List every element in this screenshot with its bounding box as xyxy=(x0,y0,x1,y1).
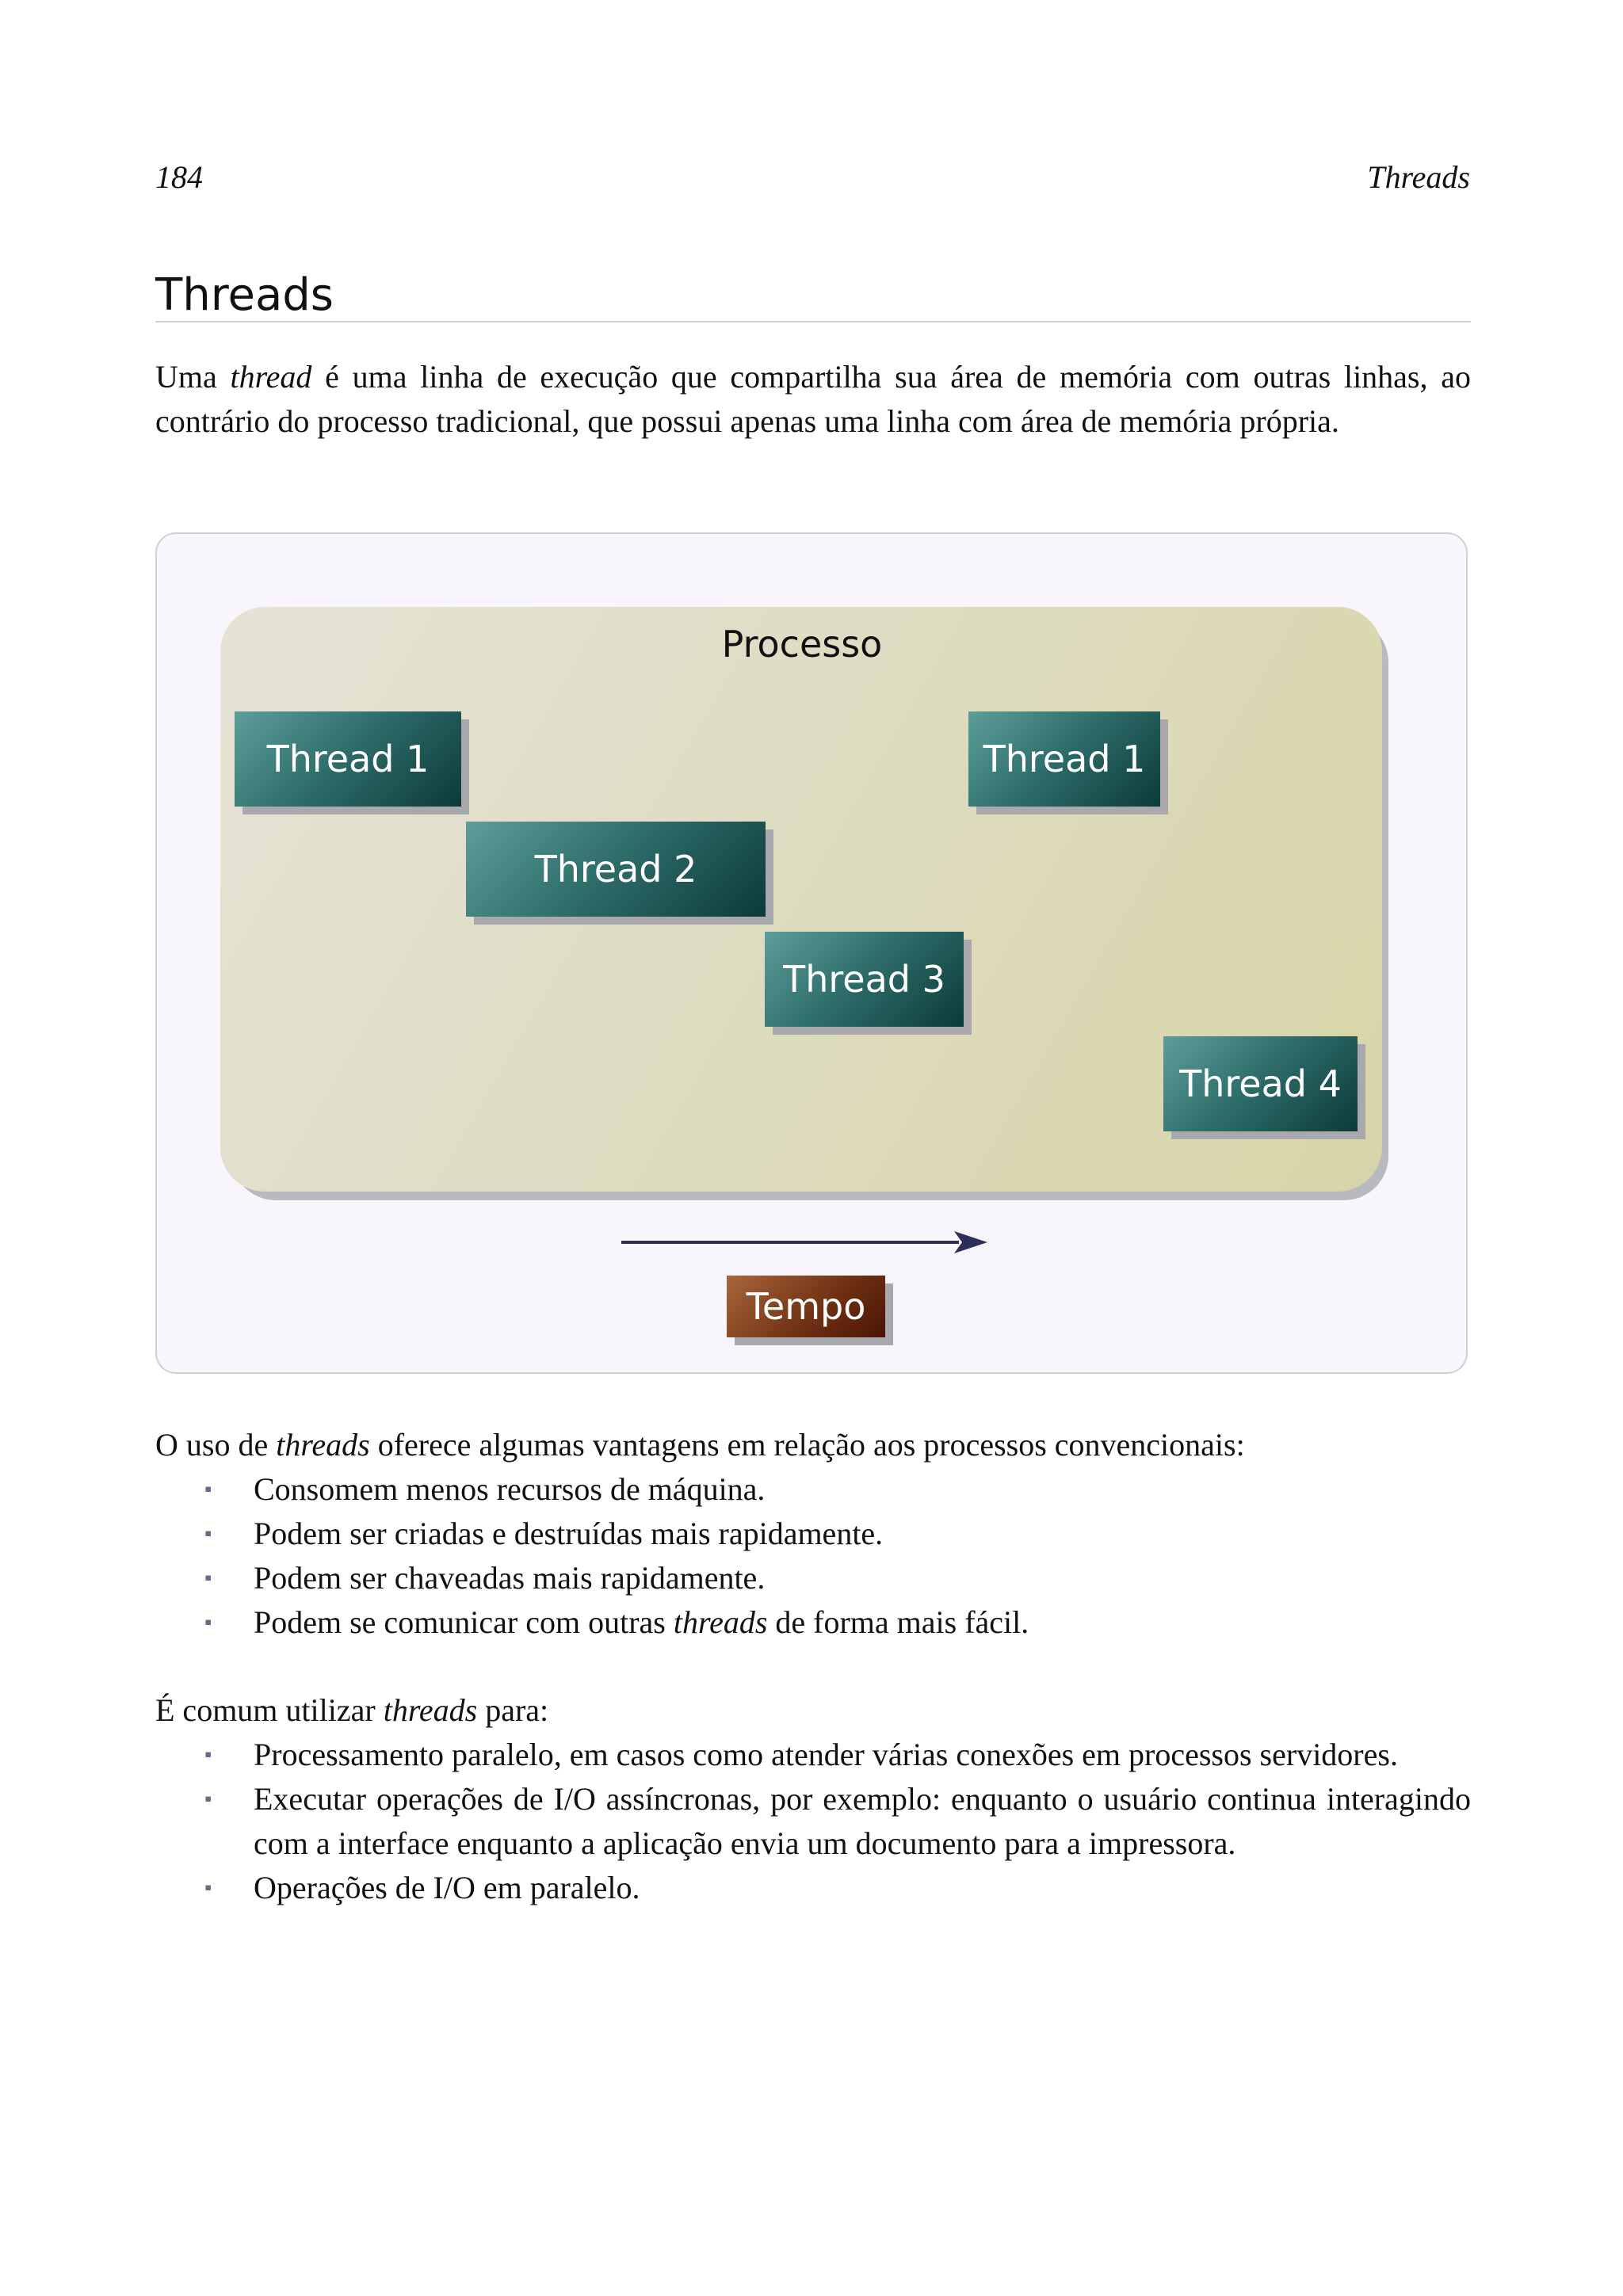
thread-box-1b: Thread 1 xyxy=(968,711,1160,807)
list-item-text-start: Podem se comunicar com outras xyxy=(254,1604,674,1640)
thread-box-3: Thread 3 xyxy=(765,932,964,1027)
uses-text-end: para: xyxy=(477,1692,549,1728)
bullet-icon: ▪ xyxy=(204,1787,212,1810)
bullet-icon: ▪ xyxy=(204,1478,212,1501)
list-item-text: Operações de I/O em paralelo. xyxy=(254,1870,640,1905)
time-label: Tempo xyxy=(727,1276,885,1337)
time-arrow-icon xyxy=(618,1226,991,1258)
intro-text-start: Uma xyxy=(155,359,231,395)
intro-term: thread xyxy=(230,359,312,395)
intro-paragraph xyxy=(155,355,1471,444)
process-label: Processo xyxy=(721,623,883,666)
bullet-icon: ▪ xyxy=(204,1522,212,1545)
uses-intro xyxy=(155,1688,1471,1733)
list-item xyxy=(155,1866,1471,1910)
list-item xyxy=(155,1556,1471,1600)
thread-box-2: Thread 2 xyxy=(466,822,766,917)
list-item xyxy=(155,1512,1471,1556)
list-item-term: threads xyxy=(673,1604,768,1640)
running-header: Threads xyxy=(1367,159,1470,195)
uses-list xyxy=(155,1733,1471,1910)
advantages-list xyxy=(155,1467,1471,1645)
list-item-text: Consomem menos recursos de máquina. xyxy=(254,1471,766,1507)
section-title: Threads xyxy=(155,269,334,321)
thread-box-1a: Thread 1 xyxy=(235,711,461,807)
list-item-text: Processamento paralelo, em casos como atender várias conexões em processos servidores. xyxy=(254,1737,1398,1772)
bullet-icon: ▪ xyxy=(204,1876,212,1899)
list-item-text: Podem ser chaveadas mais rapidamente. xyxy=(254,1560,766,1596)
advantages-text-start: O uso de xyxy=(155,1427,277,1463)
list-item-text: Podem ser criadas e destruídas mais rapidamente. xyxy=(254,1516,884,1551)
page-number: 184 xyxy=(155,159,203,195)
list-item xyxy=(155,1777,1471,1866)
advantages-intro xyxy=(155,1423,1471,1467)
uses-term: threads xyxy=(383,1692,478,1728)
bullet-icon: ▪ xyxy=(204,1743,212,1766)
advantages-text-end: oferece algumas vantagens em relação aos processos convencionais: xyxy=(369,1427,1245,1463)
advantages-term: threads xyxy=(276,1427,370,1463)
list-item xyxy=(155,1467,1471,1512)
bullet-icon: ▪ xyxy=(204,1566,212,1589)
bullet-icon: ▪ xyxy=(204,1611,212,1634)
thread-box-4: Thread 4 xyxy=(1163,1036,1358,1131)
list-item xyxy=(155,1733,1471,1777)
uses-text-start: É comum utilizar xyxy=(155,1692,384,1728)
list-item-text: Executar operações de I/O assíncronas, por exemplo: enquanto o usuário continua interagindo com a interface enquanto a aplicação envia um documento para a impressora. xyxy=(254,1781,1471,1861)
title-underline xyxy=(155,321,1471,322)
list-item-text-end: de forma mais fácil. xyxy=(767,1604,1029,1640)
list-item xyxy=(155,1600,1471,1645)
intro-text-end: é uma linha de execução que compartilha sua área de memória com outras linhas, ao contrário do processo tradicional, que possui apenas uma linha com área de memória própria. xyxy=(155,359,1471,439)
